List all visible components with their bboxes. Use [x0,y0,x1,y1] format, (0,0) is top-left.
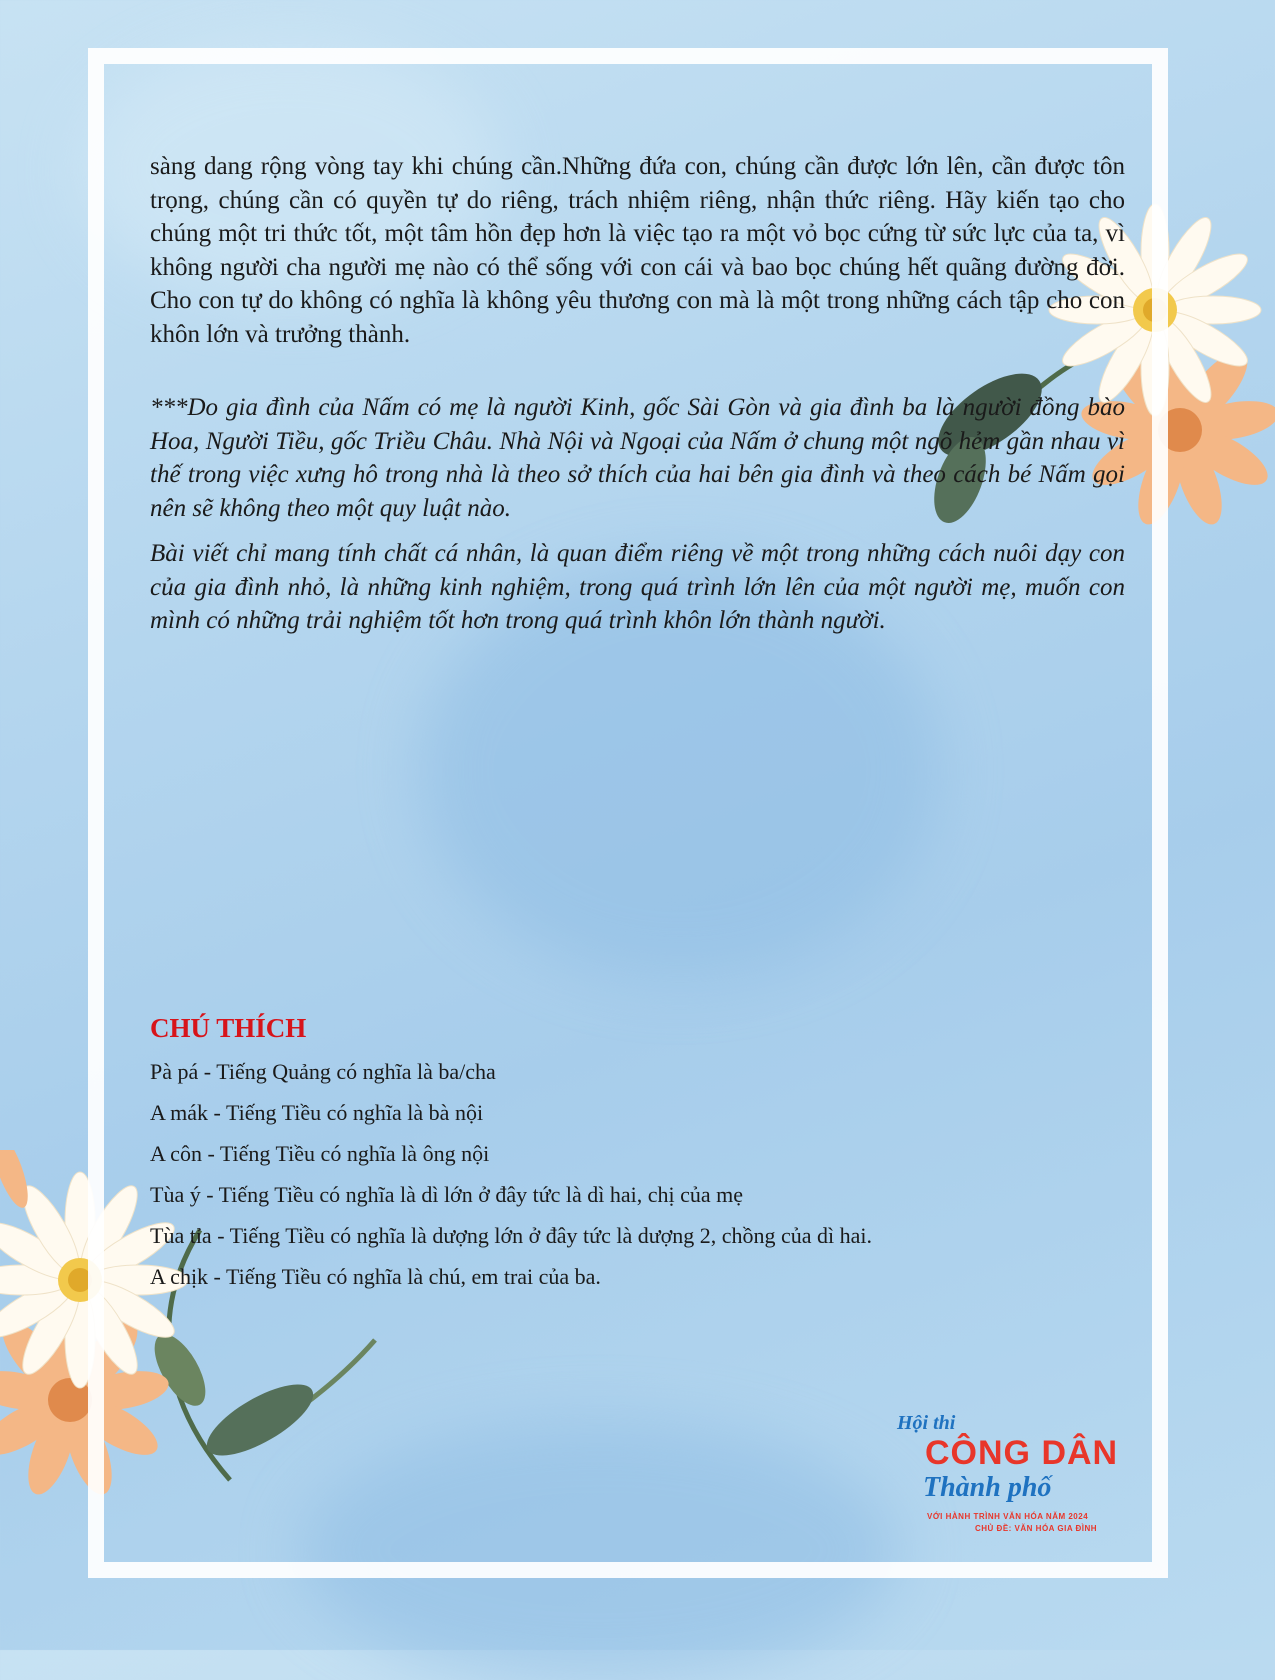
logo-line: Thành phố [923,1472,1052,1503]
note-item: Tùa ý - Tiếng Tiều có nghĩa là dì lớn ở đây tức là dì hai, chị của mẹ [150,1182,744,1207]
logo-line: Hội thi [897,1412,956,1434]
logo-line: VỚI HÀNH TRÌNH VĂN HÓA NĂM 2024 [927,1512,1089,1521]
notes-section [150,1013,1125,1304]
logo-line: CÔNG DÂN [925,1434,1119,1472]
notes-title: CHÚ THÍCH [150,1013,307,1043]
logo-line: CHỦ ĐỀ: VĂN HÓA GIA ĐÌNH [975,1524,1098,1533]
note-item: Tùa tỉa - Tiếng Tiều có nghĩa là dượng lớn ở đây tức là dượng 2, chồng của dì hai. [150,1223,873,1248]
contest-logo [895,1412,1130,1542]
paragraph: sàng dang rộng vòng tay khi chúng cần.Những đứa con, chúng cần được lớn lên, cần được tôn trọng, chúng cần có quyền tự do riêng, trách nhiệm riêng, nhận thức riêng. Hãy kiến tạo cho chúng một tri thức tốt, một tâm hồn đẹp hơn là việc tạo ra một vỏ bọc cứng từ sức lực của ta, vì không người cha người mẹ nào có thể sống với con cái và bao bọc chúng hết quãng đường đời. Cho con tự do không có nghĩa là không yêu thương con mà là một trong những cách tập cho con khôn lớn và trưởng thành. [150,153,1125,348]
article-body [150,150,1125,638]
note-item: A chịk - Tiếng Tiều có nghĩa là chú, em trai của ba. [150,1264,601,1289]
disclaimer-paragraph: Bài viết chỉ mang tính chất cá nhân, là quan điểm riêng về một trong những cách nuôi dạy con của gia đình nhỏ, là những kinh nghiệm, trong quá trình lớn lên của một người mẹ, muốn con mình có những trải nghiệm tốt hơn trong quá trình khôn lớn thành người. [150,540,1125,634]
footnote-paragraph: ***Do gia đình của Nấm có mẹ là người Kinh, gốc Sài Gòn và gia đình ba là người đồng bào Hoa, Người Tiều, gốc Triều Châu. Nhà Nội và Ngoại của Nấm ở chung một ngõ hẻm gần nhau vì thế trong việc xưng hô trong nhà là theo sở thích của hai bên gia đình và theo cách bé Nấm gọi nên sẽ không theo một quy luật nào. [150,394,1125,522]
note-item: Pà pá - Tiếng Quảng có nghĩa là ba/cha [150,1059,496,1084]
note-item: A côn - Tiếng Tiều có nghĩa là ông nội [150,1141,490,1166]
note-item: A mák - Tiếng Tiều có nghĩa là bà nội [150,1100,484,1125]
